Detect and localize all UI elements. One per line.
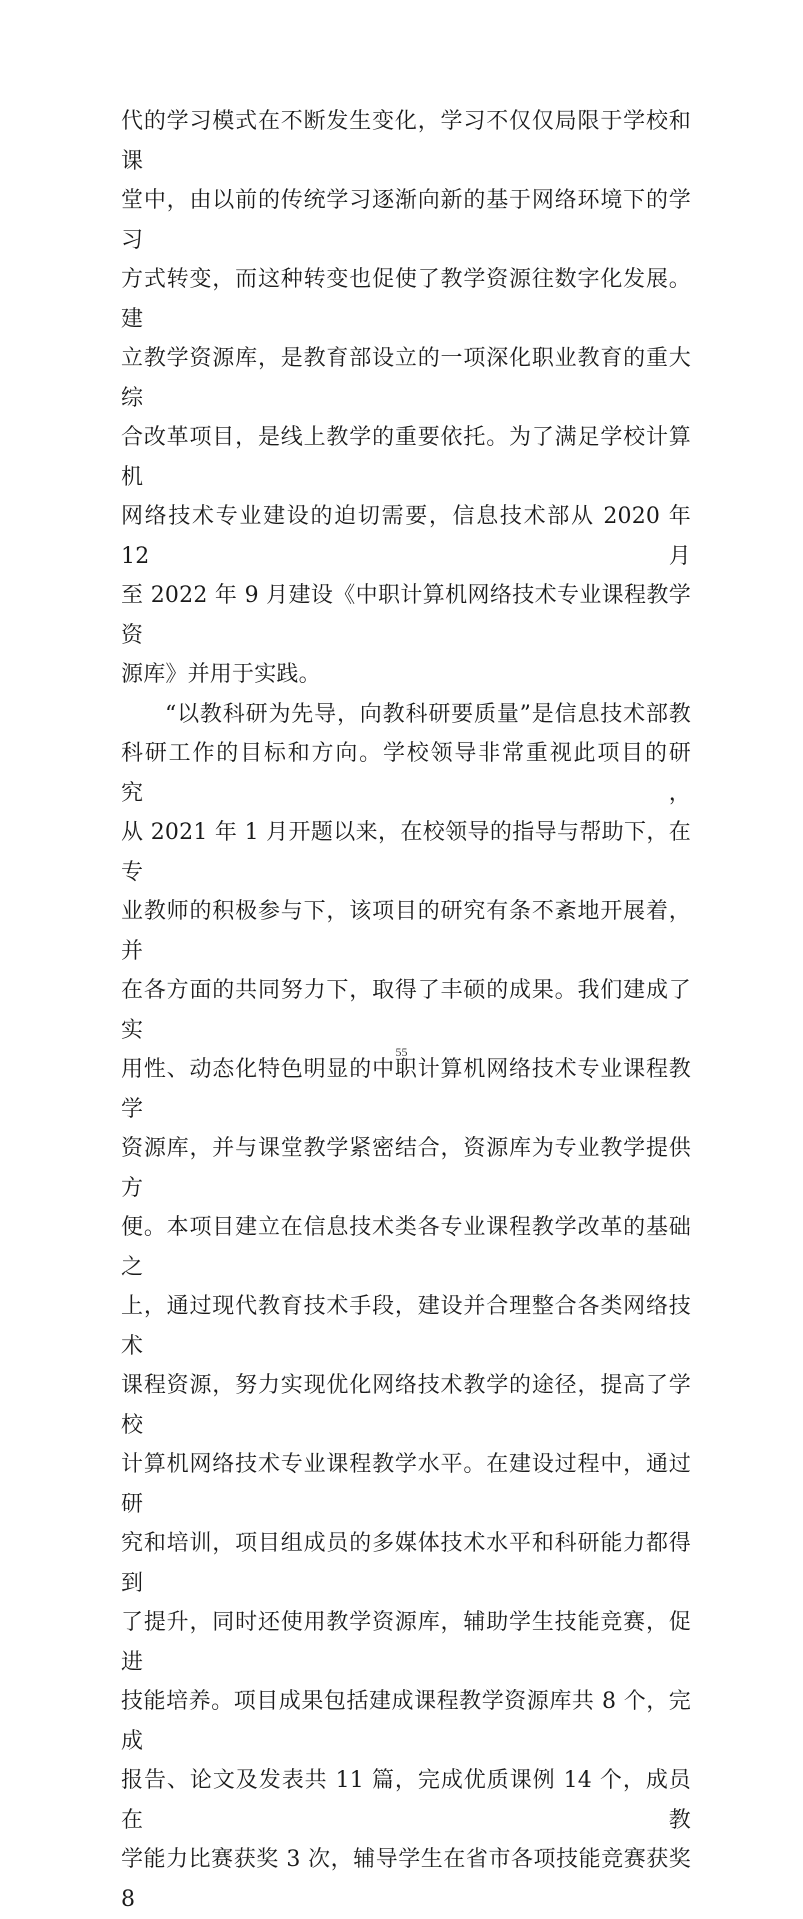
text-line: 了提升，同时还使用教学资源库，辅助学生技能竞赛，促进 bbox=[121, 1603, 691, 1682]
text-line: 合改革项目，是线上教学的重要依托。为了满足学校计算机 bbox=[121, 418, 691, 497]
text-line: 技能培养。项目成果包括建成课程教学资源库共 8 个，完成 bbox=[121, 1682, 691, 1761]
text-line: 源库》并用于实践。 bbox=[121, 655, 691, 695]
text-line: 报告、论文及发表共 11 篇，完成优质课例 14 个，成员在教 bbox=[121, 1761, 691, 1840]
text-line: 科研工作的目标和方向。学校领导非常重视此项目的研究， bbox=[121, 734, 691, 813]
text-line: 资源库，并与课堂教学紧密结合，资源库为专业教学提供方 bbox=[121, 1129, 691, 1208]
text-line: 业教师的积极参与下，该项目的研究有条不紊地开展着，并 bbox=[121, 892, 691, 971]
paragraph-2 bbox=[121, 695, 691, 1919]
text-line: 至 2022 年 9 月建设《中职计算机网络技术专业课程教学资 bbox=[121, 576, 691, 655]
page-number: 55 bbox=[0, 1045, 803, 1060]
text-line: 计算机网络技术专业课程教学水平。在建设过程中，通过研 bbox=[121, 1445, 691, 1524]
text-line: 方式转变，而这种转变也促使了教学资源往数字化发展。建 bbox=[121, 260, 691, 339]
text-line: 用性、动态化特色明显的中职计算机网络技术专业课程教学 bbox=[121, 1050, 691, 1129]
text-line: 代的学习模式在不断发生变化，学习不仅仅局限于学校和课 bbox=[121, 102, 691, 181]
text-line: 网络技术专业建设的迫切需要，信息技术部从 2020 年 12 月 bbox=[121, 497, 691, 576]
text-line: 究和培训，项目组成员的多媒体技术水平和科研能力都得到 bbox=[121, 1524, 691, 1603]
body-text bbox=[121, 102, 691, 1919]
text-line: 学能力比赛获奖 3 次，辅导学生在省市各项技能竞赛获奖 8 bbox=[121, 1840, 691, 1919]
text-line: 立教学资源库，是教育部设立的一项深化职业教育的重大综 bbox=[121, 339, 691, 418]
text-line: 从 2021 年 1 月开题以来，在校领导的指导与帮助下，在专 bbox=[121, 813, 691, 892]
text-line: 堂中，由以前的传统学习逐渐向新的基于网络环境下的学习 bbox=[121, 181, 691, 260]
text-line: “以教科研为先导，向教科研要质量”是信息技术部教 bbox=[121, 695, 691, 735]
text-line: 在各方面的共同努力下，取得了丰硕的成果。我们建成了实 bbox=[121, 971, 691, 1050]
paragraph-1 bbox=[121, 102, 691, 695]
text-line: 课程资源，努力实现优化网络技术教学的途径，提高了学校 bbox=[121, 1366, 691, 1445]
text-line: 上，通过现代教育技术手段，建设并合理整合各类网络技术 bbox=[121, 1287, 691, 1366]
text-line: 便。本项目建立在信息技术类各专业课程教学改革的基础之 bbox=[121, 1208, 691, 1287]
